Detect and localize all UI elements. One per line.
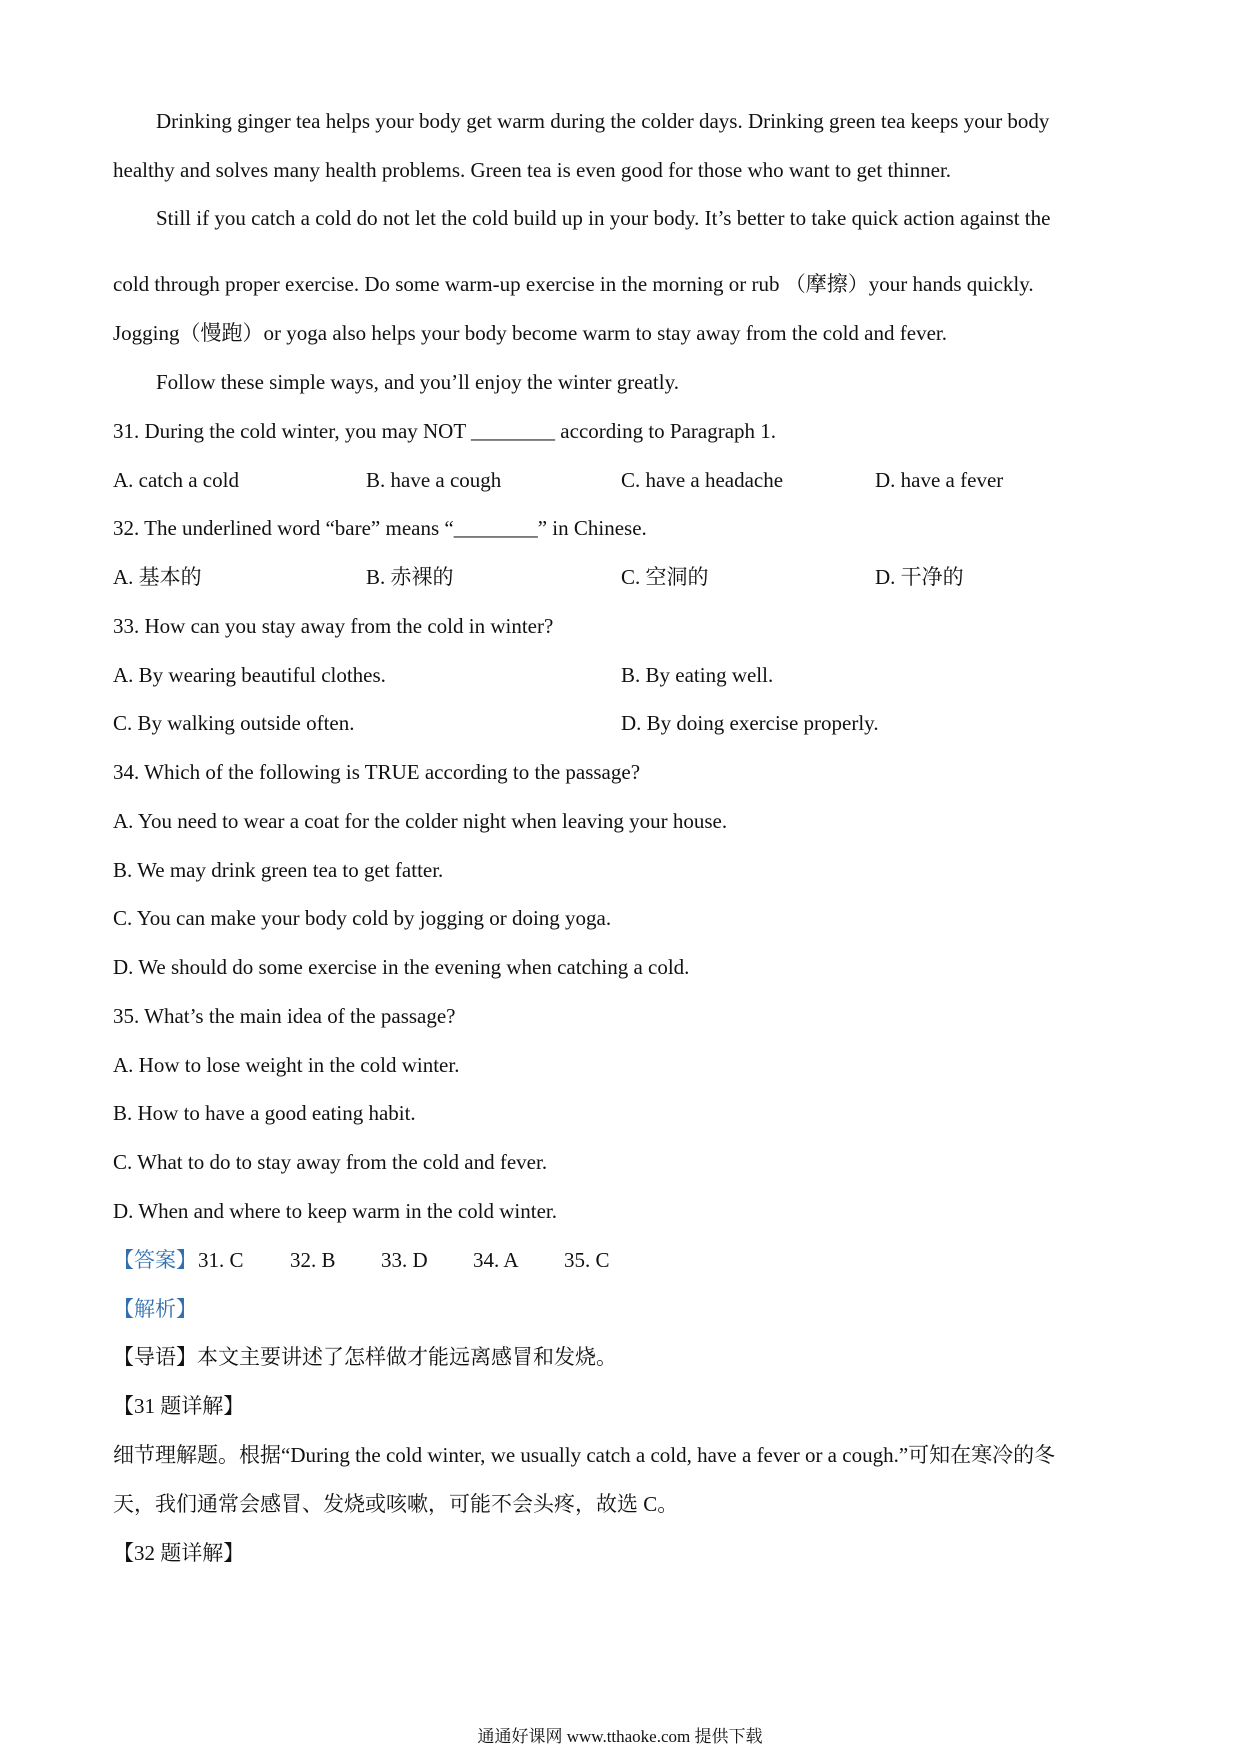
question-option: C. By walking outside often. [113,711,355,735]
answer-label: 【答案】 [113,1248,197,1272]
page-footer: 通通好课网 www.tthaoke.com 提供下载 [477,1727,763,1746]
answer-item: 31. C [198,1248,244,1272]
passage-line: Drinking ginger tea helps your body get warm during the colder days. Drinking green tea keeps your body [156,109,1050,133]
question-option: C. 空洞的 [621,565,709,589]
q32-title: 【32 题详解】 [113,1541,245,1565]
question-option: C. have a headache [621,468,784,492]
q31-explanation: 天，我们通常会感冒、发烧或咳嗽，可能不会头疼，故选 C。 [113,1492,679,1516]
question-stem: 35. What’s the main idea of the passage? [113,1004,456,1028]
question-stem: 33. How can you stay away from the cold in winter? [113,614,554,638]
answer-item: 34. A [473,1248,519,1272]
question-option: C. You can make your body cold by jogging or doing yoga. [113,906,612,930]
passage-line: cold through proper exercise. Do some warm-up exercise in the morning or rub （摩擦）your hands quickly. [113,272,1034,296]
question-option: D. 干净的 [875,565,964,589]
question-option: B. 赤裸的 [366,565,454,589]
question-stem: 34. Which of the following is TRUE according to the passage? [113,760,641,784]
question-stem: 32. The underlined word “bare” means “________” in Chinese. [113,516,647,540]
question-option: B. By eating well. [621,663,774,687]
question-option: B. We may drink green tea to get fatter. [113,858,444,882]
question-option: D. have a fever [875,468,1004,492]
question-stem: 31. During the cold winter, you may NOT ________ according to Paragraph 1. [113,419,777,443]
q31-explanation: 细节理解题。根据“During the cold winter, we usually catch a cold, have a fever or a cough.”可知在寒冷的冬 [113,1443,1056,1467]
question-option: B. have a cough [366,468,502,492]
q31-title: 【31 题详解】 [113,1394,245,1418]
analysis-label: 【解析】 [113,1297,197,1321]
question-option: A. By wearing beautiful clothes. [113,663,386,687]
answer-item: 32. B [290,1248,336,1272]
passage-line: Jogging（慢跑）or yoga also helps your body become warm to stay away from the cold and fever. [113,321,947,345]
question-option: A. catch a cold [113,468,239,492]
answer-item: 33. D [381,1248,428,1272]
question-option: B. How to have a good eating habit. [113,1101,416,1125]
passage-line: Follow these simple ways, and you’ll enjoy the winter greatly. [156,370,679,394]
analysis-intro: 【导语】本文主要讲述了怎样做才能远离感冒和发烧。 [113,1345,617,1369]
question-option: C. What to do to stay away from the cold and fever. [113,1150,548,1174]
question-option: D. When and where to keep warm in the cold winter. [113,1199,557,1223]
passage-line: healthy and solves many health problems. Green tea is even good for those who want to get thinner. [113,158,952,182]
question-option: A. 基本的 [113,565,202,589]
passage-line: Still if you catch a cold do not let the cold build up in your body. It’s better to take quick action against the [156,206,1051,230]
question-option: D. By doing exercise properly. [621,711,879,735]
question-option: D. We should do some exercise in the evening when catching a cold. [113,955,690,979]
question-option: A. You need to wear a coat for the colder night when leaving your house. [113,809,728,833]
answer-item: 35. C [564,1248,610,1272]
question-option: A. How to lose weight in the cold winter. [113,1053,460,1077]
